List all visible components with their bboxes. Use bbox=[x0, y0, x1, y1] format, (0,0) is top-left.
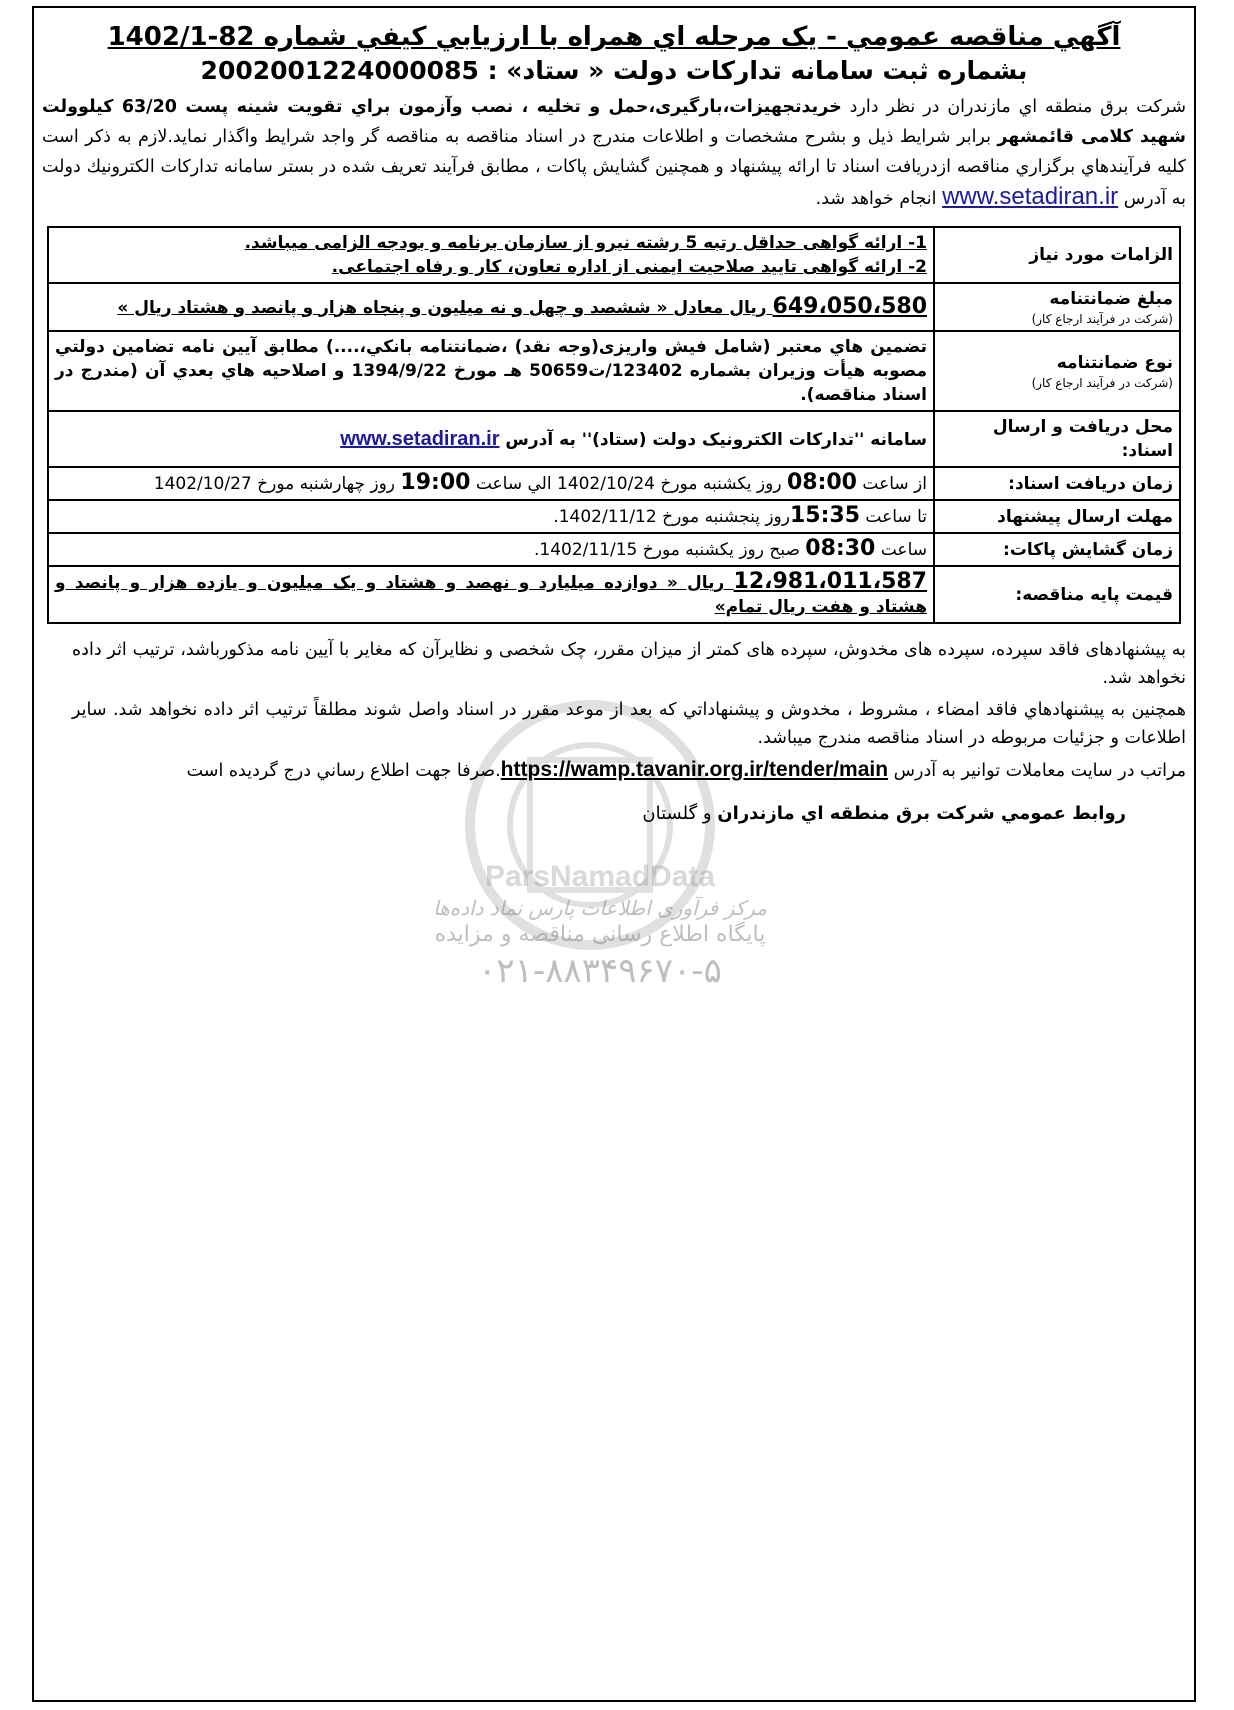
footer-paragraph: همچنين به پيشنهادهاي فاقد امضاء ، مشروط ، مخدوش و پيشنهاداتي كه بعد از موعد مقرر در اسناد واصل شوند مطلقاً ترتيب اثر داده نخواهد شد. ساير اطلاعات و جزئيات مربوطه در اسناد مناقصه مندرج ميباشد. bbox=[72, 700, 1186, 748]
guarantee-type-value: تضمين هاي معتبر (شامل فيش واريزی(وجه نقد) ،ضمانتنامه بانكي،....) مطابق آيين نامه تضامين دولتي مصوبه هيأت وزيران بشماره 123402/ت50659 هـ مورخ 1394/9/22 و اصلاحيه هاي بعدي آن (مندرج در اسناد مناقصه). bbox=[48, 331, 934, 411]
notice-content bbox=[42, 20, 1186, 824]
signature: روابط عمومي شركت برق منطقه اي مازندران و گلستان bbox=[642, 803, 1126, 824]
table-row bbox=[48, 467, 1180, 500]
base-price-text: ريال « دوازده ميليارد و نهصد و هشتاد و يک ميليون و يازده هزار و پانصد و هشتاد و هفت ريال تمام» bbox=[55, 573, 927, 617]
guarantee-amount-text: ريال معادل « ششصد و چهل و نه ميليون و پنجاه هزار و پانصد و هشتاد ريال » bbox=[117, 297, 773, 318]
footer-paragraph: به پيشنهادهای فاقد سپرده، سپرده های مخدوش، سپرده های كمتر از ميزان مقرر، چک شخصی و نظايرآن كه مغاير با آيين نامه مذكورباشد، ترتيب اثر داده نخواهد شد. bbox=[72, 640, 1186, 688]
table-row bbox=[48, 331, 1180, 411]
intro-text: برابر شرايط ذيل و بشرح مشخصات و اطلاعات مندرج در اسناد مناقصه به مناقصه گر واجد شرايط واگذار نمايد.لازم به ذكر است كليه فرآيندهاي برگزاري مناقصه ازدريافت اسناد تا ارائه پيشنهاد و همچنين گشايش پاكات ، مطابق فرآيند تعريف شده در بستر سامانه تداركات الكترونيك دولت به آدرس bbox=[42, 127, 1186, 209]
table-row bbox=[48, 283, 1180, 331]
watermark-line: پایگاه اطلاع رسانی مناقصه و مزایده bbox=[434, 922, 766, 947]
watermark-phone: ۰۲۱-۸۸۳۴۹۶۷۰-۵ bbox=[478, 951, 722, 991]
setadiran-link[interactable]: www.setadiran.ir bbox=[340, 427, 500, 450]
watermark bbox=[390, 860, 810, 991]
footer-paragraph: مراتب در سايت معاملات توانير به آدرس https://wamp.tavanir.org.ir/tender/main.صرفا جهت اطلاع رساني درج گرديده است bbox=[186, 758, 1186, 781]
requirement-item: 2- ارائه گواهی تاييد صلاحيت ايمنی از اداره تعاون، كار و رفاه اجتماعی. bbox=[331, 257, 927, 277]
guarantee-amount-label: مبلغ ضمانتنامه (شركت در فرآيند ارجاع كار) bbox=[934, 283, 1180, 331]
deadline-value: تا ساعت 15:35روز پنجشنبه مورخ 1402/11/12. bbox=[48, 500, 934, 533]
tavanir-link[interactable]: https://wamp.tavanir.org.ir/tender/main bbox=[500, 758, 889, 781]
table-row bbox=[48, 227, 1180, 283]
intro-text: انجام خواهد شد. bbox=[815, 189, 943, 209]
registration-number: بشماره ثبت سامانه تدارکات دولت « ستاد» : 2002001224000085 bbox=[200, 56, 1028, 85]
setadiran-link[interactable]: www.setadiran.ir bbox=[942, 183, 1119, 210]
requirements-label: الزامات مورد نياز bbox=[934, 227, 1180, 283]
opening-label: زمان گشايش پاكات: bbox=[934, 533, 1180, 566]
guarantee-amount: 649،050،580 bbox=[772, 293, 927, 319]
requirements-value bbox=[48, 227, 934, 283]
base-price-amount: 12،981،011،587 bbox=[733, 569, 927, 594]
docs-time-label: زمان دريافت اسناد: bbox=[934, 467, 1180, 500]
docs-place-label: محل دريافت و ارسال اسناد: bbox=[934, 411, 1180, 467]
table-row bbox=[48, 566, 1180, 623]
intro-subject: خريدتجهيزات،بارگيری،حمل و تخليه ، نصب وآزمون براي تقويت شينه پست 63/20 كيلوولت شهيد كلامی قائمشهر bbox=[42, 97, 1186, 147]
guarantee-amount-value bbox=[48, 283, 934, 331]
footer-notes bbox=[42, 636, 1186, 785]
notice-title: آگهي مناقصه عمومي - يک مرحله اي همراه با ارزيابي کيفي شماره 82-1402/1 bbox=[107, 22, 1121, 52]
intro-paragraph bbox=[42, 92, 1186, 214]
table-row bbox=[48, 533, 1180, 566]
intro-text: شركت برق منطقه اي مازندران در نظر دارد bbox=[841, 97, 1186, 117]
table-row bbox=[48, 500, 1180, 533]
docs-place-value: سامانه ''تدارکات الکترونيک دولت (ستاد)'' به آدرس www.setadiran.ir bbox=[48, 411, 934, 467]
table-row bbox=[48, 411, 1180, 467]
docs-time-value: از ساعت 08:00 روز يكشنبه مورخ 1402/10/24 الي ساعت 19:00 روز چهارشنبه مورخ 1402/10/27 bbox=[48, 467, 934, 500]
watermark-brand: ParsNamadData bbox=[484, 860, 716, 893]
deadline-label: مهلت ارسال پيشنهاد bbox=[934, 500, 1180, 533]
base-price-label: قيمت پايه مناقصه: bbox=[934, 566, 1180, 623]
opening-value: ساعت 08:30 صبح روز يكشنبه مورخ 1402/11/15. bbox=[48, 533, 934, 566]
guarantee-type-label: نوع ضمانتنامه (شركت در فرآيند ارجاع كار) bbox=[934, 331, 1180, 411]
tender-info-table bbox=[47, 226, 1181, 624]
base-price-value bbox=[48, 566, 934, 623]
watermark-line: مرکز فرآوری اطلاعات پارس نماد داده‌ها bbox=[433, 896, 767, 920]
requirement-item: 1- ارائه گواهی حداقل رتبه 5 رشته نيرو از سازمان برنامه و بودجه الزامی ميباشد. bbox=[244, 233, 927, 253]
